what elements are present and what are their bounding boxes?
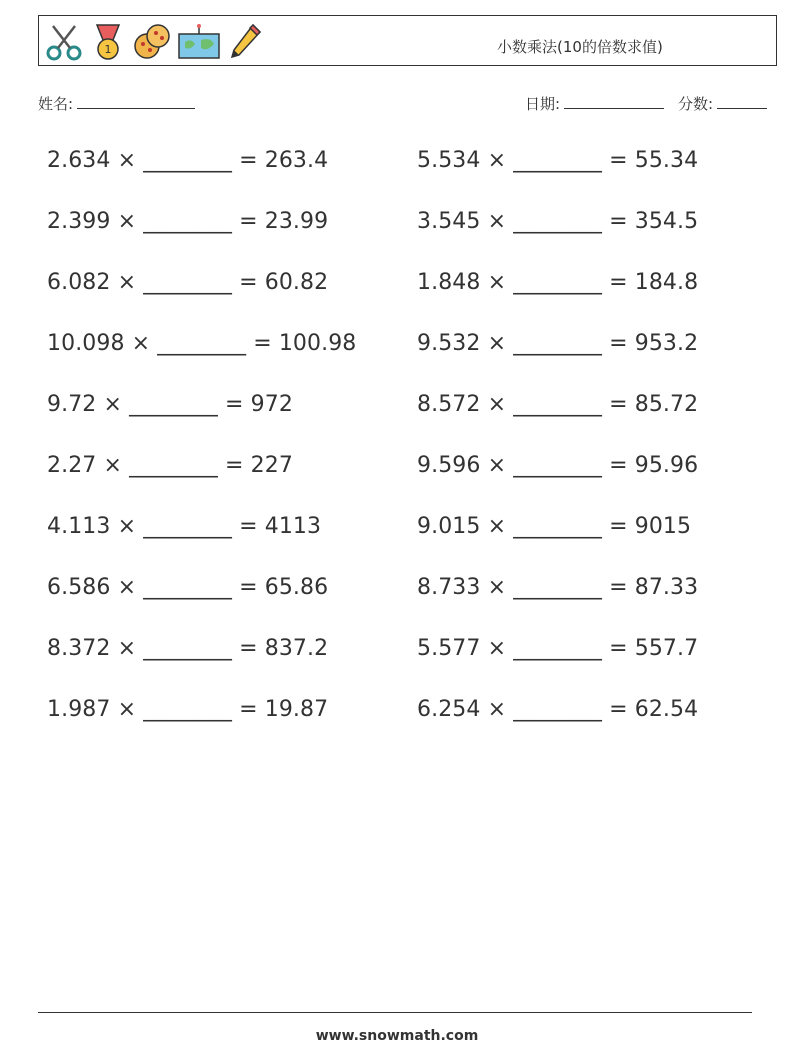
name-field[interactable] xyxy=(38,93,195,114)
footer-site: www.snowmath.com xyxy=(315,1028,479,1044)
score-label: 分数: xyxy=(678,95,714,113)
worksheet-title: 小数乘法(10的倍数求值) xyxy=(497,38,663,56)
problem-item: 8.733 × ________ = 87.33 xyxy=(417,575,699,600)
problem-item: 9.72 × ________ = 972 xyxy=(47,392,293,417)
date-label: 日期: xyxy=(525,95,561,113)
cookies-icon xyxy=(133,22,171,62)
problem-item: 9.532 × ________ = 953.2 xyxy=(417,331,699,356)
scissors-icon xyxy=(45,22,83,62)
map-icon xyxy=(177,22,221,62)
footer-divider xyxy=(38,1012,752,1013)
problem-item: 6.082 × ________ = 60.82 xyxy=(47,270,329,295)
pencil-icon xyxy=(227,22,265,62)
name-label: 姓名: xyxy=(38,95,74,113)
name-blank[interactable] xyxy=(77,95,195,109)
problem-item: 4.113 × ________ = 4113 xyxy=(47,514,322,539)
date-field[interactable] xyxy=(525,93,664,114)
problem-item: 2.27 × ________ = 227 xyxy=(47,453,293,478)
problem-item: 9.015 × ________ = 9015 xyxy=(417,514,692,539)
date-blank[interactable] xyxy=(564,95,664,109)
problem-item: 3.545 × ________ = 354.5 xyxy=(417,209,699,234)
problem-item: 1.848 × ________ = 184.8 xyxy=(417,270,699,295)
problem-item: 5.534 × ________ = 55.34 xyxy=(417,148,699,173)
problem-item: 9.596 × ________ = 95.96 xyxy=(417,453,699,478)
medal-icon xyxy=(89,22,127,62)
problem-item: 5.577 × ________ = 557.7 xyxy=(417,636,699,661)
problem-item: 8.372 × ________ = 837.2 xyxy=(47,636,329,661)
icon-strip xyxy=(45,21,265,63)
problem-item: 10.098 × ________ = 100.98 xyxy=(47,331,357,356)
problem-item: 8.572 × ________ = 85.72 xyxy=(417,392,699,417)
score-field[interactable] xyxy=(678,93,767,114)
problem-item: 6.586 × ________ = 65.86 xyxy=(47,575,329,600)
problem-item: 2.634 × ________ = 263.4 xyxy=(47,148,329,173)
score-blank[interactable] xyxy=(717,95,767,109)
problem-item: 6.254 × ________ = 62.54 xyxy=(417,697,699,722)
problem-item: 2.399 × ________ = 23.99 xyxy=(47,209,329,234)
problem-item: 1.987 × ________ = 19.87 xyxy=(47,697,329,722)
svg-text:1: 1 xyxy=(104,43,112,56)
header-box xyxy=(38,15,777,66)
